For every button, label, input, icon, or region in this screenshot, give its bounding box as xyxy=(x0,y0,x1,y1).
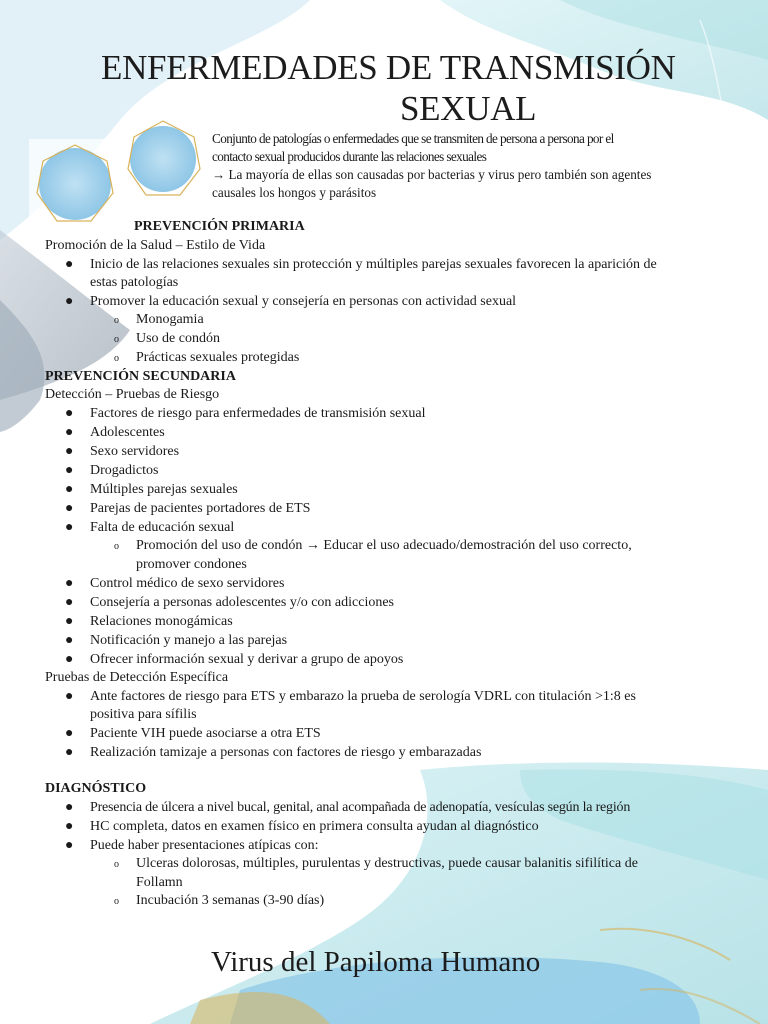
subheading-deteccion: Detección – Pruebas de Riesgo xyxy=(45,387,220,402)
section-title-vph: Virus del Papiloma Humano xyxy=(211,946,541,978)
list-item: Relaciones monogámicas xyxy=(90,614,233,629)
intro-paragraph xyxy=(212,130,732,202)
intro-line: causales los hongos y parásitos xyxy=(212,185,377,200)
list-item: Parejas de pacientes portadores de ETS xyxy=(90,501,311,516)
bullet-icon: ● xyxy=(65,800,74,815)
subheading-pruebas-especificas: Pruebas de Detección Específica xyxy=(45,670,229,685)
list-item: Consejería a personas adolescentes y/o con adicciones xyxy=(90,595,395,610)
list-item: Presencia de úlcera a nivel bucal, genital, anal acompañada de adenopatía, vesículas según la región xyxy=(90,800,631,815)
section-heading-prevencion-secundaria: PREVENCIÓN SECUNDARIA xyxy=(45,369,236,384)
bullet-icon: ● xyxy=(65,745,74,760)
bullet-icon: ● xyxy=(65,501,74,516)
section-heading-prevencion-primaria: PREVENCIÓN PRIMARIA xyxy=(134,219,305,234)
sub-bullet-icon: o xyxy=(114,859,119,870)
bullet-icon: ● xyxy=(65,463,74,478)
sub-list-item: Uso de condón xyxy=(136,331,220,346)
page-title-line-2: SEXUAL xyxy=(400,89,537,128)
bullet-icon: ● xyxy=(65,633,74,648)
list-item: Inicio de las relaciones sexuales sin protección y múltiples parejas sexuales favorecen la aparición de xyxy=(90,257,657,272)
list-item: Adolescentes xyxy=(90,425,165,440)
bullet-icon: ● xyxy=(65,444,74,459)
bullet-icon: ● xyxy=(65,726,74,741)
sub-list-item: Monogamia xyxy=(136,312,204,327)
sub-list-item: Follamn xyxy=(136,875,183,890)
page-title-line-1: ENFERMEDADES DE TRANSMISIÓN xyxy=(101,48,676,87)
list-item: Ofrecer información sexual y derivar a grupo de apoyos xyxy=(90,652,404,667)
bullet-icon: ● xyxy=(65,425,74,440)
sub-bullet-icon: o xyxy=(114,315,119,326)
intro-line: → La mayoría de ellas son causadas por bacterias y virus pero también son agentes xyxy=(212,167,652,182)
sub-list-item: Ulceras dolorosas, múltiples, purulentas y destructivas, puede causar balanitis sifilítica de xyxy=(136,856,638,871)
bullet-icon: ● xyxy=(65,689,74,704)
list-item: Control médico de sexo servidores xyxy=(90,576,285,591)
sub-list-item: Incubación 3 semanas (3-90 días) xyxy=(136,893,325,908)
bullet-icon: ● xyxy=(65,406,74,421)
list-item: Drogadictos xyxy=(90,463,159,478)
list-item: estas patologías xyxy=(90,275,179,290)
bullet-icon: ● xyxy=(65,595,74,610)
list-item: HC completa, datos en examen físico en primera consulta ayudan al diagnóstico xyxy=(90,819,539,834)
bullet-icon: ● xyxy=(65,614,74,629)
list-item: Múltiples parejas sexuales xyxy=(90,482,238,497)
bullet-icon: ● xyxy=(65,652,74,667)
list-item: Promover la educación sexual y consejería en personas con actividad sexual xyxy=(90,294,517,309)
list-item: Factores de riesgo para enfermedades de transmisión sexual xyxy=(90,406,426,421)
sub-bullet-icon: o xyxy=(114,896,119,907)
section-heading-diagnostico: DIAGNÓSTICO xyxy=(45,781,147,796)
list-item: Realización tamizaje a personas con factores de riesgo y embarazadas xyxy=(90,745,482,760)
bullet-icon: ● xyxy=(65,482,74,497)
sub-list-item: Prácticas sexuales protegidas xyxy=(136,350,300,365)
bullet-icon: ● xyxy=(65,294,74,309)
sub-bullet-icon: o xyxy=(114,353,119,364)
bullet-icon: ● xyxy=(65,819,74,834)
bullet-icon: ● xyxy=(65,838,74,853)
bullet-icon: ● xyxy=(65,576,74,591)
list-item: Paciente VIH puede asociarse a otra ETS xyxy=(90,726,321,741)
list-item: Puede haber presentaciones atípicas con: xyxy=(90,838,319,853)
bullet-icon: ● xyxy=(65,520,74,535)
subheading-promocion-salud: Promoción de la Salud – Estilo de Vida xyxy=(45,238,266,253)
intro-line: contacto sexual producidos durante las relaciones sexuales xyxy=(212,149,487,164)
sub-list-item: Promoción del uso de condón → Educar el uso adecuado/demostración del uso correcto, xyxy=(136,538,632,553)
list-item: positiva para sífilis xyxy=(90,707,197,722)
bullet-icon: ● xyxy=(65,257,74,272)
list-item: Sexo servidores xyxy=(90,444,180,459)
list-item: Falta de educación sexual xyxy=(90,520,235,535)
intro-line: Conjunto de patologías o enfermedades que se transmiten de persona a persona por el xyxy=(212,131,614,146)
sub-list-item: promover condones xyxy=(136,557,247,572)
sub-bullet-icon: o xyxy=(114,541,119,552)
sub-bullet-icon: o xyxy=(114,334,119,345)
list-item: Ante factores de riesgo para ETS y embarazo la prueba de serología VDRL con titulación >1:8 es xyxy=(90,689,636,704)
list-item: Notificación y manejo a las parejas xyxy=(90,633,288,648)
